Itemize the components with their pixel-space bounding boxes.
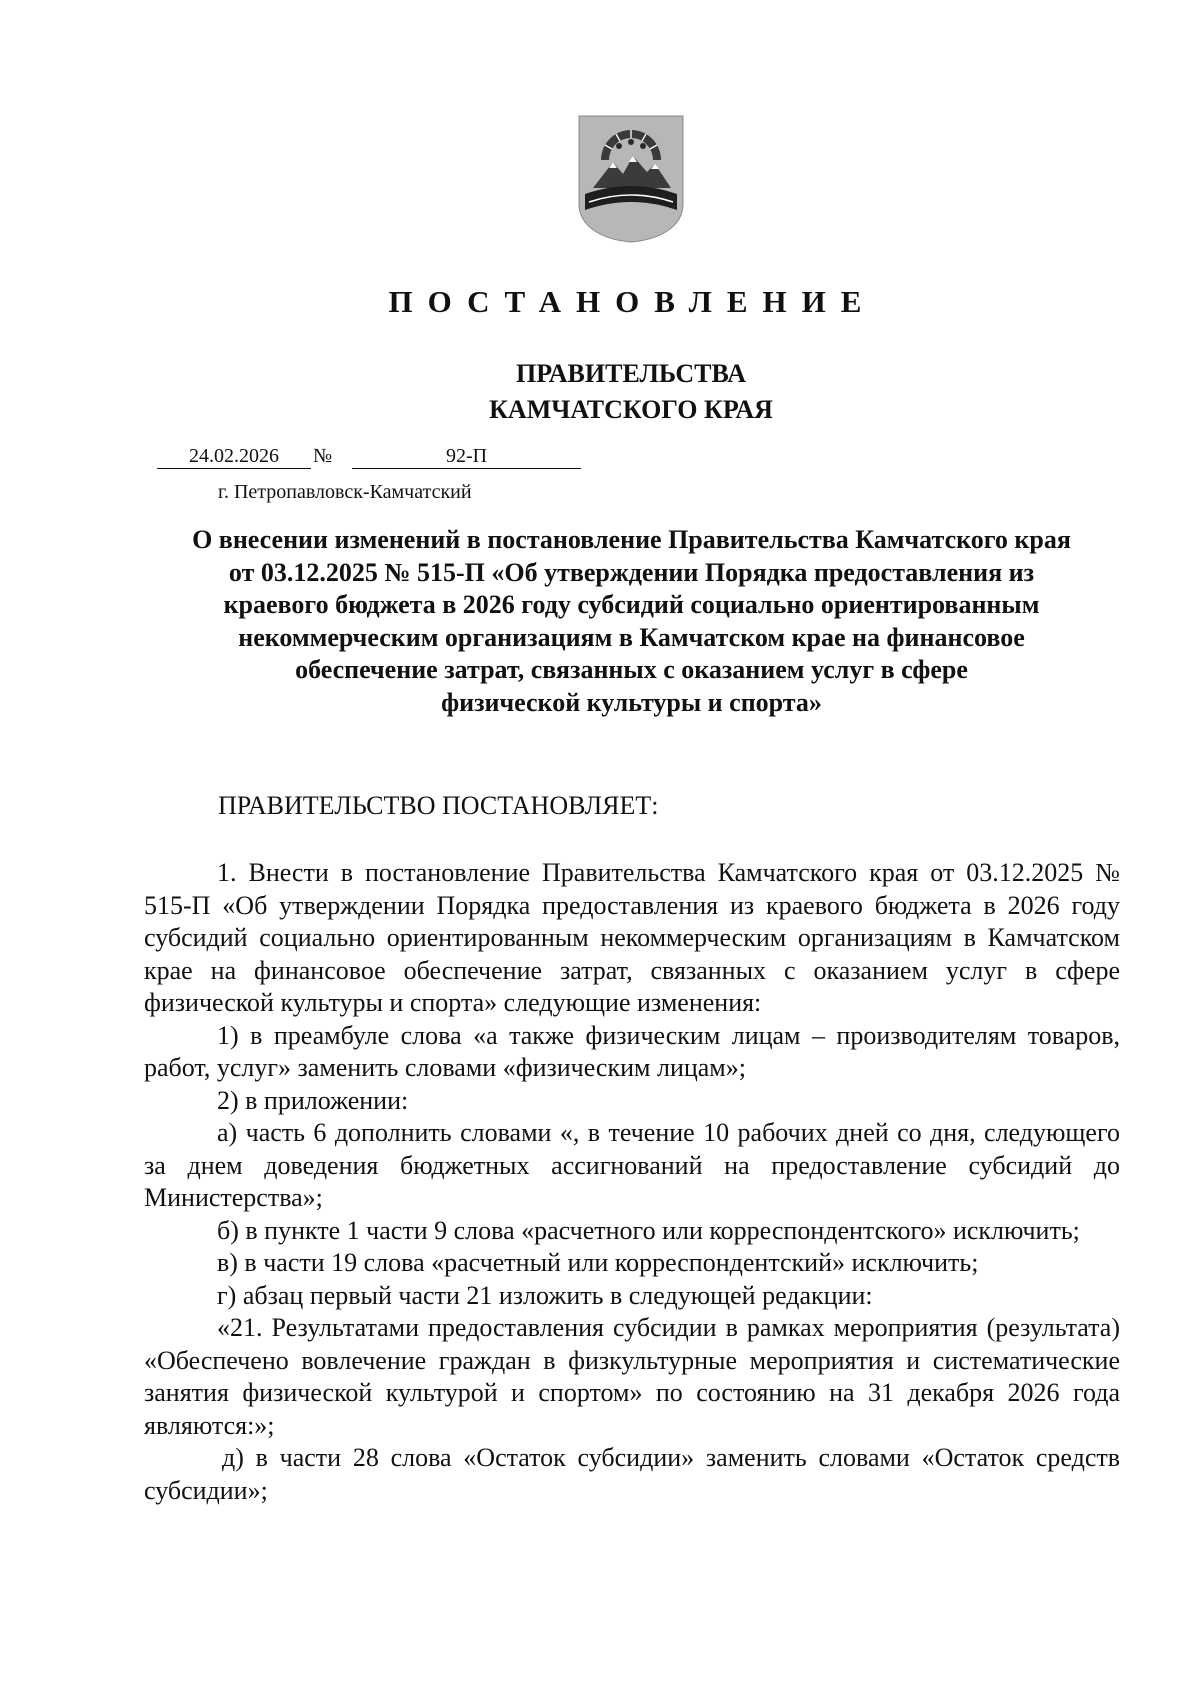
subject-line: от 03.12.2025 № 515-П «Об утверждении Порядка предоставления из [228,557,1035,587]
city-of-issue: г. Петропавловск-Камчатский [218,481,472,503]
issuing-authority [400,356,862,428]
body-paragraph: г) абзац первый части 21 изложить в следующей редакции: [217,1280,873,1310]
subject-line: О внесении изменений в постановление Правительства Камчатского края [192,525,1071,554]
document-date: 24.02.2026 [157,444,311,469]
body-paragraph: 2) в приложении: [217,1085,409,1115]
body-paragraph: 1) в преамбуле слова «а также физическим лицам – производителям товаров, работ, услуг» заменить словами «физическим лицам»; [144,1020,1120,1082]
body-paragraph: в) в части 19 слова «расчетный или корреспондентский» исключить; [217,1248,979,1277]
document-body [144,857,1120,1507]
document-subject-title [140,524,1123,719]
subject-line: краевого бюджета в 2026 году субсидий социально ориентированным [223,590,1040,619]
body-paragraph: а) часть 6 дополнить словами «, в течение 10 рабочих дней со дня, следующего за днем доведения бюджетных ассигнований на предоставление субсидий до Министерства»; [144,1118,1120,1212]
number-sign: № [313,445,333,467]
decree-statement: ПРАВИТЕЛЬСТВО ПОСТАНОВЛЯЕТ: [218,791,659,820]
body-paragraph: «21. Результатами предоставления субсидии в рамках мероприятия (результата) «Обеспечено вовлечение граждан в физкультурные мероприятия и систематические занятия физической культурой и спортом» по состоянию на 31 декабря 2026 года являются:»; [144,1313,1120,1440]
subject-line: физической культуры и спорта» [441,687,822,717]
body-paragraph: 1. Внести в постановление Правительства Камчатского края от 03.12.2025 № 515-П «Об утверждении Порядка предоставления из краевого бюджета в 2026 году субсидий социально ориентированным некоммерческим организациям в Камчатском крае на финансовое обеспечение затрат, связанных с оказанием услуг в сфере физической культуры и спорта» следующие изменения: [144,858,1120,1017]
body-paragraph: б) в пункте 1 части 9 слова «расчетного или корреспондентского» исключить; [217,1215,1080,1245]
coat-of-arms-emblem [575,112,687,244]
document-type-heading: ПОСТАНОВЛЕНИЕ [388,284,877,319]
authority-line: КАМЧАТСКОГО КРАЯ [489,395,773,424]
authority-line: ПРАВИТЕЛЬСТВА [516,359,746,388]
subject-line: некоммерческим организациям в Камчатском крае на финансовое [238,622,1025,652]
body-paragraph: д) в части 28 слова «Остаток субсидии» заменить словами «Остаток средств субсидии»; [144,1443,1120,1505]
subject-line: обеспечение затрат, связанных с оказанием услуг в сфере [295,655,968,684]
document-number: 92-П [352,444,581,469]
